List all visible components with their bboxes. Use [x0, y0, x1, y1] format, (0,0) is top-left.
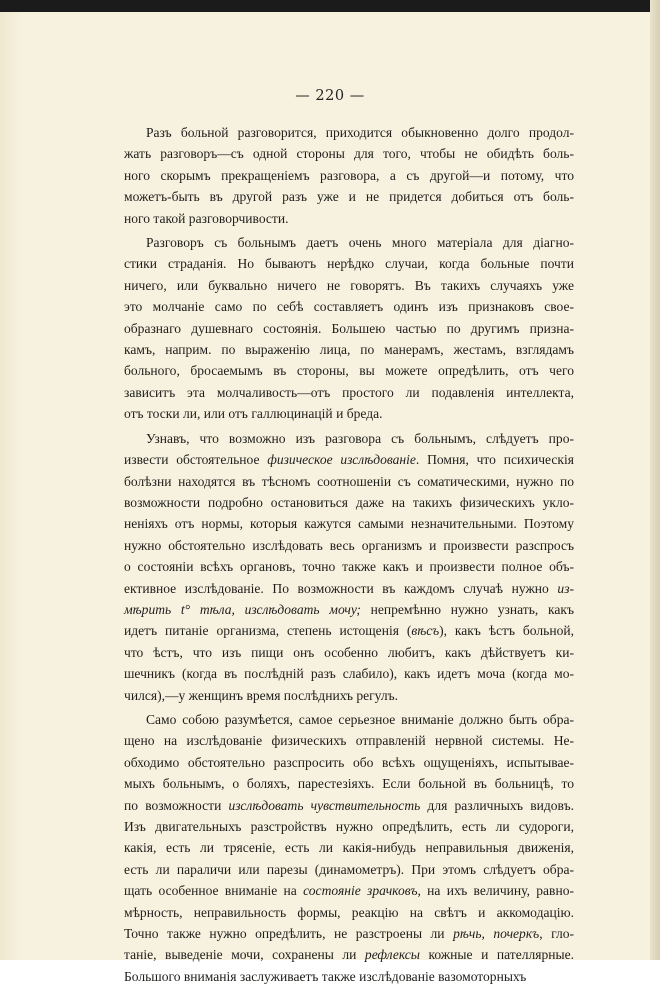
text-segment: . Помня, что психическія — [415, 452, 574, 468]
text-segment: ного такой разговорчивости. — [124, 210, 289, 226]
text-segment: мыхъ больнымъ, о боляхъ, парестезіяхъ. Если больной въ больницѣ, то — [124, 776, 574, 792]
text-segment: отъ тоски ли, или отъ галлюцинацій и бреда. — [124, 406, 383, 422]
text-line — [124, 428, 574, 449]
text-line — [124, 880, 574, 901]
text-line — [124, 535, 574, 556]
text-segment: Разъ больной разговорится, приходится обыкновенно долго продол- — [146, 125, 574, 140]
text-line — [124, 318, 574, 339]
emphasized-text: вѣсъ — [411, 623, 440, 639]
text-line — [124, 471, 574, 492]
emphasized-text: из- — [557, 580, 574, 596]
text-line — [124, 165, 574, 186]
text-segment: больного, бросаемымъ въ стороны, вы можете опредѣлить, отъ чего — [124, 363, 574, 379]
text-line — [124, 556, 574, 577]
text-segment: щено на изслѣдованіе физическихъ отправленій нервной системы. Не- — [124, 733, 574, 749]
paragraph — [124, 428, 574, 706]
text-segment: что ѣстъ, что изъ пищи онъ особенно любитъ, какъ дѣйствуетъ ки- — [124, 644, 574, 660]
emphasized-text: физическое изслѣдованіе — [267, 452, 416, 468]
text-line — [124, 296, 574, 317]
emphasized-text: рѣчь, почеркъ — [453, 926, 540, 942]
text-segment: болѣзни находятся въ тѣсномъ соотношеніи съ соматическими, нужно по — [124, 473, 574, 489]
text-segment: идетъ питаніе организма, степень истощенія ( — [124, 623, 412, 639]
text-segment: извести обстоятельное — [124, 452, 268, 468]
text-segment: ), какъ ѣстъ больной, — [439, 623, 574, 639]
text-line — [124, 966, 574, 987]
text-segment: мѣрность, неправильность формы, реакцію на свѣтъ и аккомодацію. — [124, 904, 574, 920]
text-line — [124, 186, 574, 207]
text-segment: неніяхъ отъ нормы, которыя кажутся самыми незначительными. Поэтому — [124, 516, 574, 532]
text-segment: о состояніи всѣхъ органовъ, точно также какъ и произвести полное объ- — [124, 559, 574, 575]
text-segment: Само собою разумѣется, самое серьезное вниманіе должно быть обра- — [146, 711, 574, 727]
text-segment: это молчаніе само по себѣ составляетъ одинъ изъ признаковъ свое- — [124, 299, 574, 315]
text-segment: образнаго душевнаго состоянія. Большею частью по другимъ призна- — [124, 320, 574, 336]
text-segment: Разговоръ съ больнымъ даетъ очень много матеріала для діагно- — [146, 235, 574, 251]
text-segment: камъ, наприм. по выраженію лица, по манерамъ, жестамъ, взглядамъ — [124, 342, 574, 358]
text-segment: таніе, выведеніе мочи, сохранены ли — [124, 947, 365, 963]
text-line — [124, 360, 574, 381]
text-line — [124, 143, 574, 164]
text-segment: ективное изслѣдованіе. По возможности въ каждомъ случаѣ нужно — [124, 580, 558, 596]
text-line — [124, 275, 574, 296]
paragraph — [124, 122, 574, 229]
text-segment: стики страданія. Но бываютъ нерѣдко случаи, когда больные почти — [124, 256, 574, 272]
text-segment: чился),—у женщинъ время послѣднихъ регулъ. — [124, 687, 399, 703]
text-segment: шечникъ (когда въ послѣдній разъ слабило), какъ идетъ моча (когда мо- — [124, 666, 574, 682]
page-gutter-shade — [0, 12, 22, 960]
text-line — [124, 253, 574, 274]
emphasized-text: рефлексы — [364, 947, 420, 963]
text-line — [124, 620, 574, 641]
text-segment: непремѣнно нужно узнать, какъ — [360, 601, 574, 617]
body-text — [124, 122, 574, 990]
text-segment: жать разговоръ—съ одной стороны для того, чтобы не обидѣть боль- — [124, 146, 574, 162]
text-line — [124, 923, 574, 944]
text-segment: Точно также нужно опредѣлить, не разстроены ли — [124, 926, 454, 942]
text-line — [124, 859, 574, 880]
text-line — [124, 208, 574, 229]
text-line — [124, 837, 574, 858]
text-line — [124, 752, 574, 773]
text-line — [124, 795, 574, 816]
text-line — [124, 685, 574, 706]
text-segment: Большого вниманія заслуживаетъ также изслѣдованіе вазомоторныхъ — [124, 968, 527, 984]
text-line — [124, 944, 574, 965]
text-line — [124, 709, 574, 730]
text-line — [124, 492, 574, 513]
text-segment: нужно обстоятельно изслѣдовать весь организмъ и произвести разспросъ — [124, 537, 574, 553]
text-segment: для различныхъ видовъ. — [420, 797, 574, 813]
text-segment: какія, есть ли трясеніе, есть ли какія-нибудь неправильныя движенія, — [124, 840, 574, 856]
text-line — [124, 773, 574, 794]
text-segment: ничего, или буквально ничего не говорятъ. Въ такихъ случаяхъ уже — [124, 277, 574, 293]
text-segment: щать особенное вниманіе на — [124, 883, 304, 899]
text-segment: обходимо обстоятельно разспросить обо всѣхъ ощущеніяхъ, испытывае- — [124, 754, 574, 770]
emphasized-text: состояніе зрачковъ — [303, 883, 418, 899]
text-line — [124, 578, 574, 599]
emphasized-text: изслѣдовать чувствительность — [228, 797, 421, 813]
text-segment: , гло- — [539, 926, 574, 942]
paragraph — [124, 709, 574, 987]
text-segment: есть ли параличи или парезы (динамометръ). При этомъ слѣдуетъ обра- — [124, 861, 574, 877]
text-segment: Изъ двигательныхъ разстройствъ нужно опредѣлить, есть ли судороги, — [124, 819, 574, 834]
text-line — [124, 403, 574, 424]
text-segment: ного скорымъ прекращеніемъ разговора, а съ другой—и потому, что — [124, 167, 574, 183]
text-segment: кожные и пателлярные. — [419, 947, 574, 963]
text-line — [124, 642, 574, 663]
text-line — [124, 339, 574, 360]
text-segment: возможности подробно остановиться даже на такихъ физическихъ укло- — [124, 494, 574, 510]
text-line — [124, 382, 574, 403]
text-segment: по возможности — [124, 797, 229, 813]
scan-top-edge — [0, 0, 660, 12]
paragraph — [124, 232, 574, 425]
text-line — [124, 663, 574, 684]
scan-right-edge — [650, 0, 660, 960]
text-line — [124, 122, 574, 143]
text-line — [124, 599, 574, 620]
text-line — [124, 730, 574, 751]
text-line — [124, 449, 574, 470]
text-segment: можетъ-быть въ другой разъ уже и не придется добиться отъ боль- — [124, 189, 574, 205]
text-segment: Узнавъ, что возможно изъ разговора съ больнымъ, слѣдуетъ про- — [146, 430, 574, 446]
text-line — [124, 232, 574, 253]
text-line — [124, 902, 574, 923]
text-segment: , на ихъ величину, равно- — [417, 883, 574, 899]
text-line — [124, 513, 574, 534]
text-line — [124, 816, 574, 837]
page-number: — 220 — — [295, 88, 365, 104]
text-segment: зависитъ эта молчаливость—отъ простого ли подавленія интеллекта, — [124, 384, 574, 400]
emphasized-text: мѣрить t° тѣла, изслѣдовать мочу; — [124, 601, 361, 617]
